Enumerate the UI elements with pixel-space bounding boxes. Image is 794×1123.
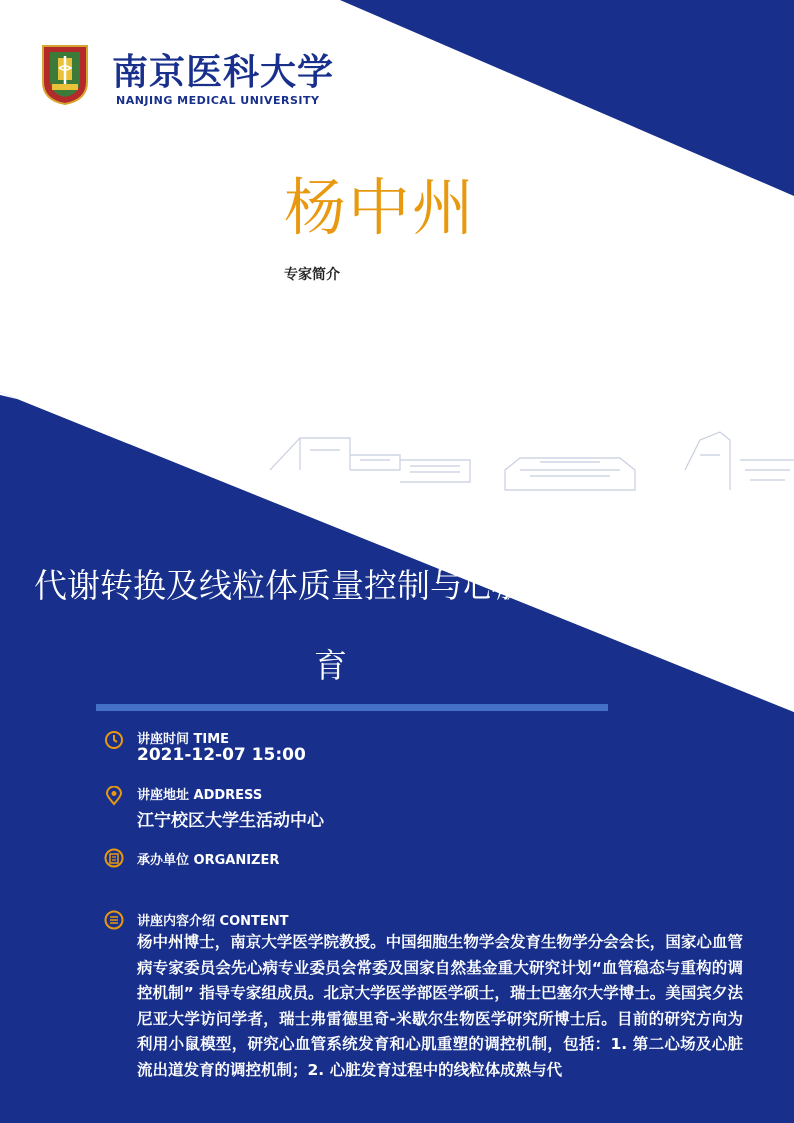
lecture-title-line-2: 育: [314, 646, 347, 685]
time-value: 2021-12-07 15:00: [137, 745, 306, 765]
university-name-chinese: 南京医科大学: [112, 51, 335, 93]
expert-intro-label: 专家简介: [284, 267, 340, 283]
clock-icon: [104, 730, 124, 750]
content-description: 杨中州博士，南京大学医学院教授。中国细胞生物学会发育生物学分会会长，国家心血管病专家委员会先心病专业委员会常委及国家自然基金重大研究计划“血管稳态与重构的调控机制” 指导专家组成员。北京大学医学部医学硕士，瑞士巴塞尔大学博士。美国宾夕法尼亚大学访问学者，瑞士弗雷德里奇-米歇尔生物医学研究所博士后。目前的研究方向为利用小鼠模型，研究心血管系统发育和心肌重塑的调控机制，包括：1. 第二心场及心脏流出道发育的调控机制；2. 心脏发育过程中的线粒体成熟与代: [137, 933, 743, 1079]
content-label: 讲座内容介绍 CONTENT: [137, 914, 289, 929]
organizer-label: 承办单位 ORGANIZER: [137, 853, 280, 868]
location-pin-icon: [104, 786, 124, 806]
title-divider: [96, 704, 608, 711]
university-emblem-logo: [40, 44, 90, 106]
lecture-title-line-1: 代谢转换及线粒体质量控制与心脏发: [34, 566, 562, 605]
document-list-icon: [104, 910, 124, 930]
building-icon: [104, 848, 124, 868]
time-label: 讲座时间 TIME: [137, 732, 230, 747]
expert-name: 杨中州: [284, 171, 477, 244]
address-value: 江宁校区大学生活动中心: [137, 811, 324, 831]
address-label: 讲座地址 ADDRESS: [137, 788, 263, 803]
university-name-english: NANJING MEDICAL UNIVERSITY: [116, 94, 320, 107]
